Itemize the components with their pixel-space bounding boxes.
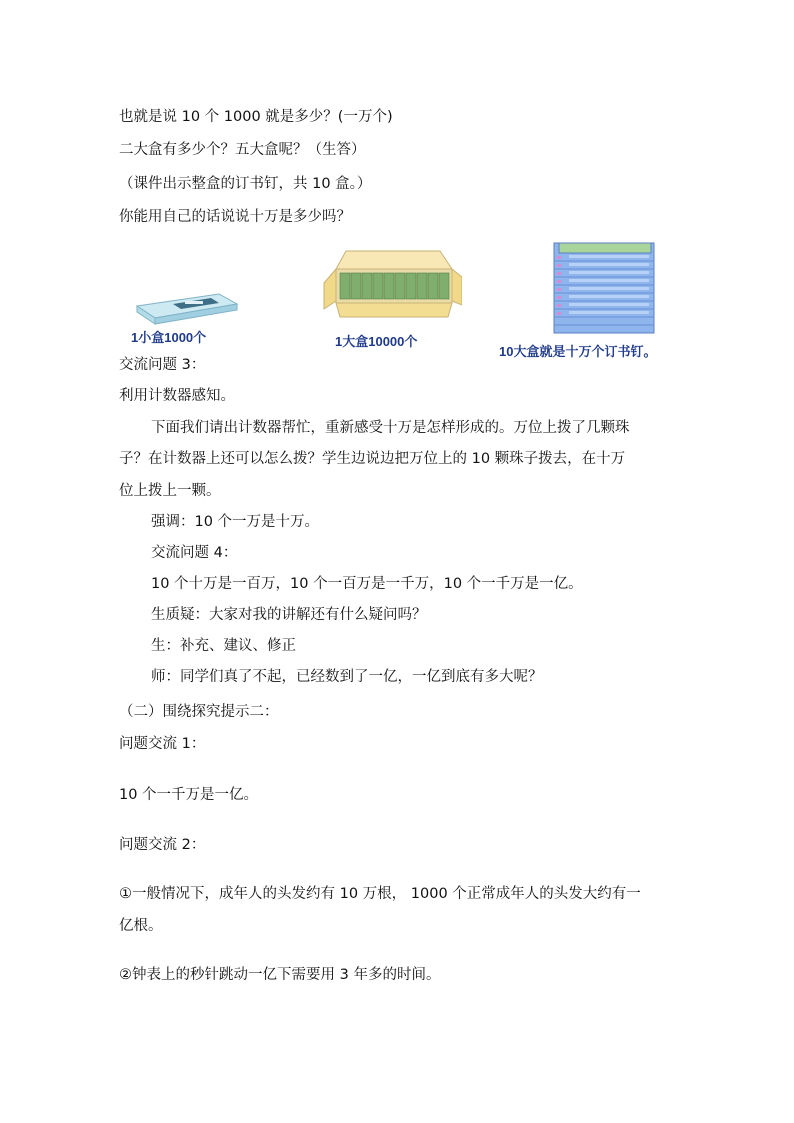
text-line: 亿根。 — [119, 918, 163, 934]
text-line: 生：补充、建议、修正 — [151, 638, 296, 654]
big-box-figure — [322, 247, 462, 327]
small-box-figure — [133, 286, 243, 326]
text-line: 交流问题 3： — [119, 357, 206, 373]
text-line: （课件出示整盒的订书钉，共 10 盒。） — [119, 176, 372, 192]
text-line: ②钟表上的秒针跳动一亿下需要用 3 年多的时间。 — [119, 967, 441, 983]
text-line: ①一般情况下，成年人的头发约有 10 万根， 1000 个正常成年人的头发大约有一 — [119, 886, 641, 902]
text-line: 利用计数器感知。 — [119, 388, 235, 404]
text-line: 你能用自己的话说说十万是多少吗？ — [119, 209, 351, 225]
text-line: 问题交流 2： — [119, 837, 206, 853]
section-heading: （二）围绕探究提示二： — [119, 704, 279, 720]
text-line: 下面我们请出计数器帮忙，重新感受十万是怎样形成的。万位上拨了几颗珠 — [151, 420, 630, 436]
ten-boxes-caption: 10大盒就是十万个订书钉。 — [499, 344, 657, 359]
big-box-caption: 1大盒10000个 — [335, 334, 418, 349]
text-line: 10 个十万是一百万，10 个一百万是一千万，10 个一千万是一亿。 — [151, 576, 583, 592]
text-line: 强调：10 个一万是十万。 — [151, 514, 320, 530]
ten-boxes-figure — [553, 242, 655, 334]
text-line: 也就是说 10 个 1000 就是多少？(一万个) — [119, 109, 393, 125]
text-line: 二大盒有多少个？五大盒呢？（生答） — [119, 142, 366, 158]
text-line: 10 个一千万是一亿。 — [119, 787, 259, 803]
text-line: 位上拨上一颗。 — [119, 483, 221, 499]
text-line: 生质疑：大家对我的讲解还有什么疑问吗？ — [151, 607, 427, 623]
stapler-small-box-image — [133, 286, 243, 326]
text-line: 子？在计数器上还可以怎么拨？学生边说边把万位上的 10 颗珠子拨去，在十万 — [119, 451, 626, 467]
text-line: 交流问题 4： — [151, 545, 238, 561]
stapler-big-box-image — [322, 247, 462, 327]
text-line: 问题交流 1： — [119, 736, 206, 752]
text-line: 师：同学们真了不起，已经数到了一亿，一亿到底有多大呢？ — [151, 669, 543, 685]
small-box-caption: 1小盒1000个 — [131, 330, 207, 345]
stapler-ten-boxes-image — [553, 242, 655, 334]
